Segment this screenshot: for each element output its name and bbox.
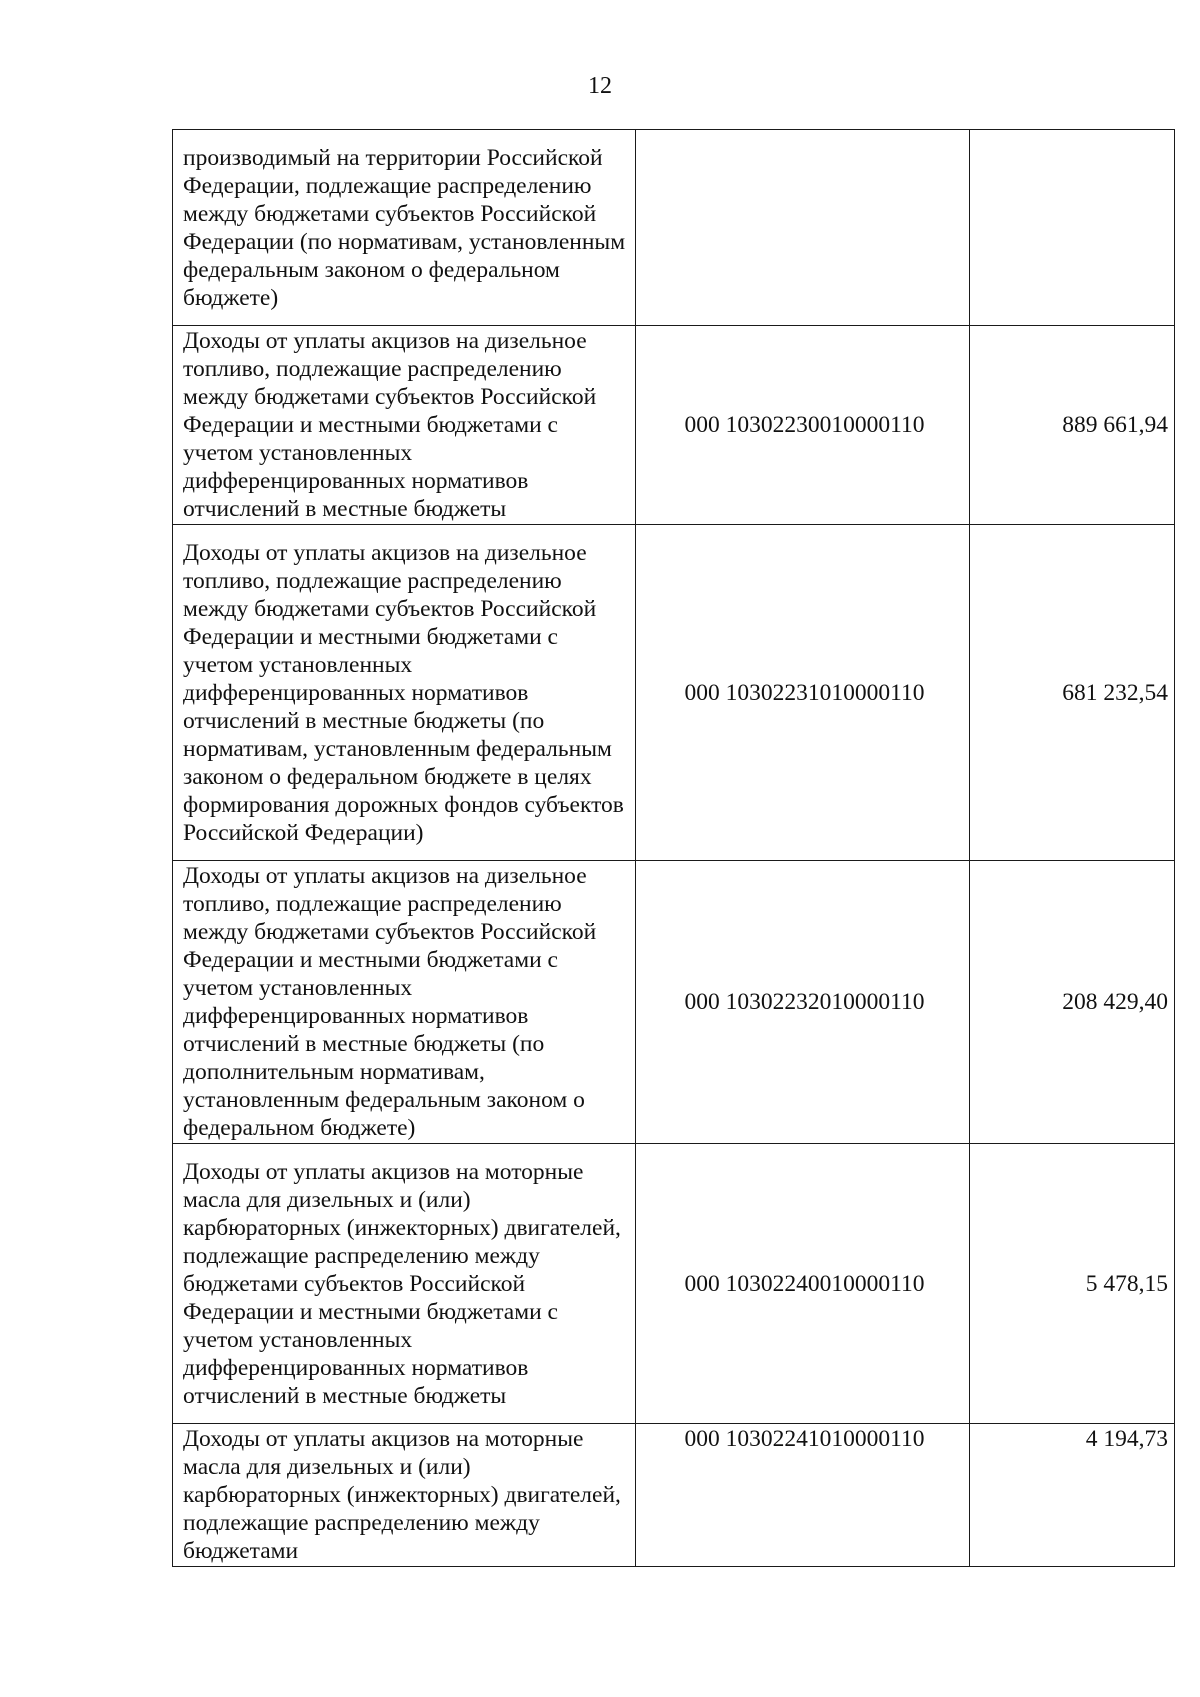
row-amount: 681 232,54 bbox=[970, 525, 1175, 861]
row-amount: 889 661,94 bbox=[970, 326, 1175, 525]
row-amount: 5 478,15 bbox=[970, 1144, 1175, 1424]
row-description bbox=[173, 130, 636, 326]
description-text: Доходы от уплаты акцизов на моторные масла для дизельных и (или) карбюраторных (инжекторных) двигателей, подлежащие распределению между бюджетами bbox=[183, 1426, 621, 1564]
row-amount bbox=[970, 130, 1175, 326]
description-text: Доходы от уплаты акцизов на дизельное топливо, подлежащие распределению между бюджетами субъектов Российской Федерации и местными бюджетами с учетом установленных дифференцированных нормативов отчислений в местные бюджеты (по дополнительным нормативам, установленным федеральным законом о федеральном бюджете) bbox=[183, 863, 597, 1141]
row-description bbox=[173, 861, 636, 1144]
row-description bbox=[173, 1144, 636, 1424]
row-code bbox=[636, 130, 970, 326]
description-text: Доходы от уплаты акцизов на дизельное топливо, подлежащие распределению между бюджетами субъектов Российской Федерации и местными бюджетами с учетом установленных дифференцированных нормативов отчислений в местные бюджеты (по нормативам, установленным федеральным законом о федеральном бюджете в целях формирования дорожных фондов субъектов Российской Федерации) bbox=[183, 539, 624, 846]
table-row bbox=[173, 525, 1175, 861]
table-row bbox=[173, 861, 1175, 1144]
table-row bbox=[173, 326, 1175, 525]
row-description bbox=[173, 1424, 636, 1567]
description-text: Доходы от уплаты акцизов на моторные масла для дизельных и (или) карбюраторных (инжекторных) двигателей, подлежащие распределению между бюджетами субъектов Российской Федерации и местными бюджетами с учетом установленных дифференцированных нормативов отчислений в местные бюджеты bbox=[183, 1158, 621, 1409]
row-amount: 208 429,40 bbox=[970, 861, 1175, 1144]
row-code: 000 10302231010000110 bbox=[636, 525, 970, 861]
row-code: 000 10302241010000110 bbox=[636, 1424, 970, 1567]
table-row bbox=[173, 1144, 1175, 1424]
table-row bbox=[173, 1424, 1175, 1567]
revenue-table bbox=[172, 129, 1175, 1567]
table-row bbox=[173, 130, 1175, 326]
row-description bbox=[173, 525, 636, 861]
row-code: 000 10302230010000110 bbox=[636, 326, 970, 525]
page-number: 12 bbox=[588, 73, 612, 99]
description-text: производимый на территории Российской Федерации, подлежащие распределению между бюджетами субъектов Российской Федерации (по нормативам, установленным федеральным законом о федеральном бюджете) bbox=[183, 144, 626, 311]
description-text: Доходы от уплаты акцизов на дизельное топливо, подлежащие распределению между бюджетами субъектов Российской Федерации и местными бюджетами с учетом установленных дифференцированных нормативов отчислений в местные бюджеты bbox=[183, 328, 597, 522]
row-code: 000 10302232010000110 bbox=[636, 861, 970, 1144]
row-description bbox=[173, 326, 636, 525]
row-code: 000 10302240010000110 bbox=[636, 1144, 970, 1424]
row-amount: 4 194,73 bbox=[970, 1424, 1175, 1567]
